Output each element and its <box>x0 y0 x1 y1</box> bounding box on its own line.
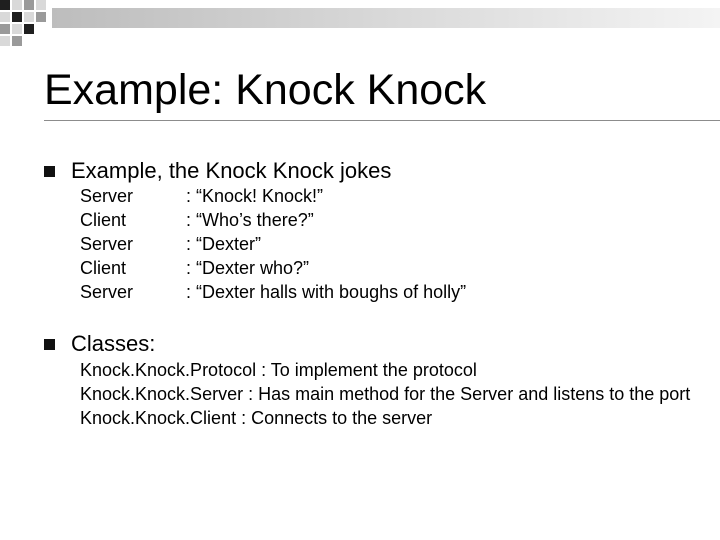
dialogue-speaker: Server <box>80 186 134 206</box>
header-fade-bar <box>52 8 720 28</box>
header-decoration <box>0 0 720 50</box>
dialogue-speaker: Server <box>80 282 134 302</box>
dialogue-speaker: Client <box>80 210 127 230</box>
dialogue-speaker: Client <box>80 258 127 278</box>
dialogue-line: : “Who’s there?” <box>186 210 314 230</box>
square-bullet-icon <box>44 339 55 350</box>
bullet-classes: Classes: <box>71 331 156 356</box>
class-item: Knock.Knock.Protocol : To implement the protocol <box>80 360 477 380</box>
class-item: Knock.Knock.Server : Has main method for the Server and listens to the port <box>80 384 691 404</box>
classes-list <box>80 359 710 431</box>
slide-title: Example: Knock Knock <box>44 66 487 114</box>
title-divider <box>44 120 720 121</box>
header-squares <box>0 0 46 46</box>
dialogue-line: : “Dexter who?” <box>186 258 310 278</box>
class-item: Knock.Knock.Client : Connects to the server <box>80 408 433 428</box>
dialogue-speaker: Server <box>80 234 134 254</box>
dialogue-line: : “Knock! Knock!” <box>186 186 324 206</box>
square-bullet-icon <box>44 166 55 177</box>
dialogue-line: : “Dexter” <box>186 234 262 254</box>
bullet-example: Example, the Knock Knock jokes <box>71 158 392 183</box>
dialogue-line: : “Dexter halls with boughs of holly” <box>186 282 467 302</box>
